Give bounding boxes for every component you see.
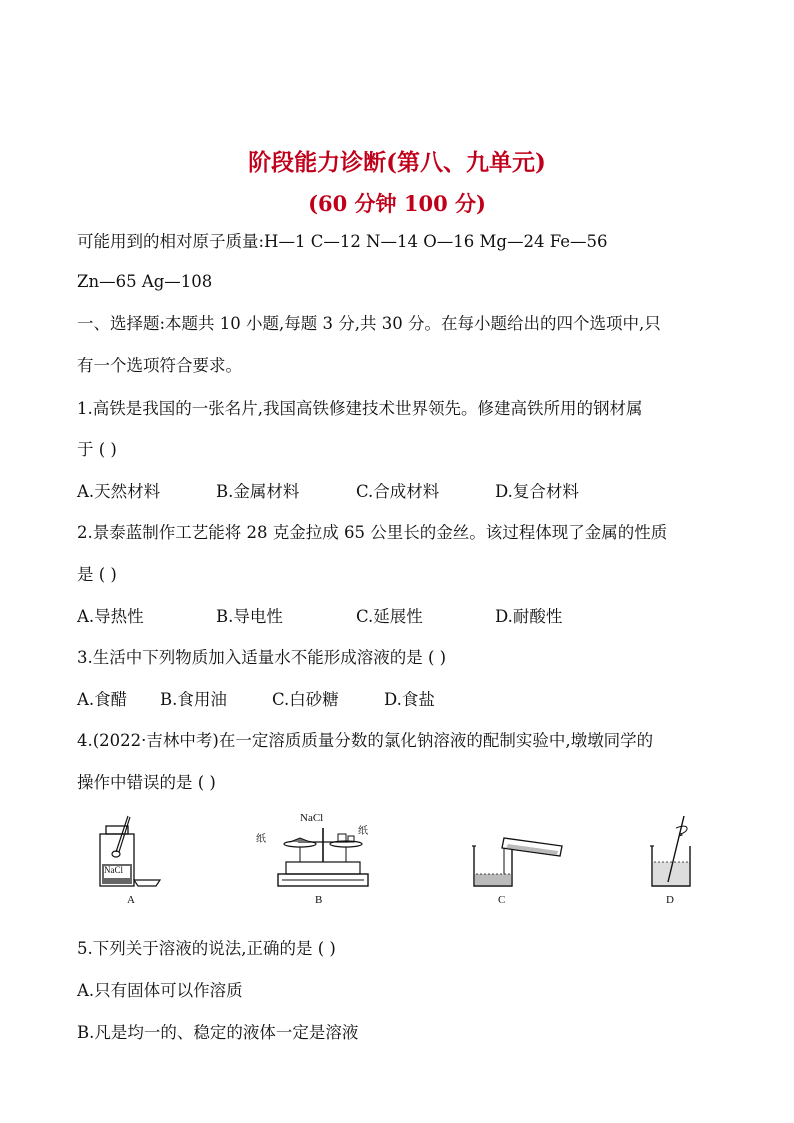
q1-stem-line2: 于 ( ) (77, 440, 117, 459)
q1-option-c: C.合成材料 (356, 482, 440, 501)
figure-b-paper-label-left: 纸 (256, 834, 266, 845)
figure-a-nacl-label: NaCl (104, 865, 123, 875)
q2-option-c: C.延展性 (356, 607, 423, 626)
q1-option-d: D.复合材料 (495, 482, 579, 501)
section1-intro-line1: 一、选择题:本题共 10 小题,每题 3 分,共 30 分。在每小题给出的四个选项中,只 (77, 314, 661, 333)
q4-stem-line1: 4.(2022·吉林中考)在一定溶质质量分数的氯化钠溶液的配制实验中,墩墩同学的 (77, 731, 654, 750)
figure-b-paper-label-right: 纸 (358, 826, 368, 837)
q2-option-b: B.导电性 (216, 607, 283, 626)
q5-option-b: B.凡是均一的、稳定的液体一定是溶液 (77, 1023, 359, 1042)
section1-intro-line2: 有一个选项符合要求。 (77, 356, 242, 375)
q3-option-c: C.白砂糖 (272, 690, 339, 709)
q5-stem: 5.下列关于溶液的说法,正确的是 ( ) (77, 939, 336, 958)
figure-c-caption: C (498, 894, 506, 906)
q3-option-a: A.食醋 (77, 690, 128, 709)
q3-stem: 3.生活中下列物质加入适量水不能形成溶液的是 ( ) (77, 648, 447, 667)
page-subtitle: (60 分钟 100 分) (308, 191, 486, 216)
q2-stem-line2: 是 ( ) (77, 565, 117, 584)
figure-a-reagent-bottle (90, 812, 170, 892)
q4-figures (90, 812, 730, 908)
q3-option-b: B.食用油 (160, 690, 227, 709)
figure-d-stirring (646, 812, 706, 892)
q1-stem-line1: 1.高铁是我国的一张名片,我国高铁修建技术世界领先。修建高铁所用的钢材属 (77, 399, 643, 418)
q5-option-a: A.只有固体可以作溶质 (77, 981, 243, 1000)
page-title: 阶段能力诊断(第八、九单元) (248, 149, 546, 176)
figure-d-caption: D (666, 894, 674, 906)
q1-option-b: B.金属材料 (216, 482, 300, 501)
figure-c-pouring (468, 812, 568, 892)
q2-stem-line1: 2.景泰蓝制作工艺能将 28 克金拉成 65 公里长的金丝。该过程体现了金属的性质 (77, 523, 668, 542)
q4-stem-line2: 操作中错误的是 ( ) (77, 773, 216, 792)
q2-option-d: D.耐酸性 (495, 607, 563, 626)
q2-option-a: A.导热性 (77, 607, 144, 626)
figure-b-nacl-label: NaCl (300, 812, 324, 824)
figure-a-caption: A (127, 894, 135, 906)
q3-option-d: D.食盐 (384, 690, 435, 709)
atomic-masses-line1: 可能用到的相对原子质量:H—1 C—12 N—14 O—16 Mg—24 Fe—56 (77, 232, 608, 251)
atomic-masses-line2: Zn—65 Ag—108 (77, 272, 213, 291)
figure-b-caption: B (315, 894, 323, 906)
q1-option-a: A.天然材料 (77, 482, 161, 501)
